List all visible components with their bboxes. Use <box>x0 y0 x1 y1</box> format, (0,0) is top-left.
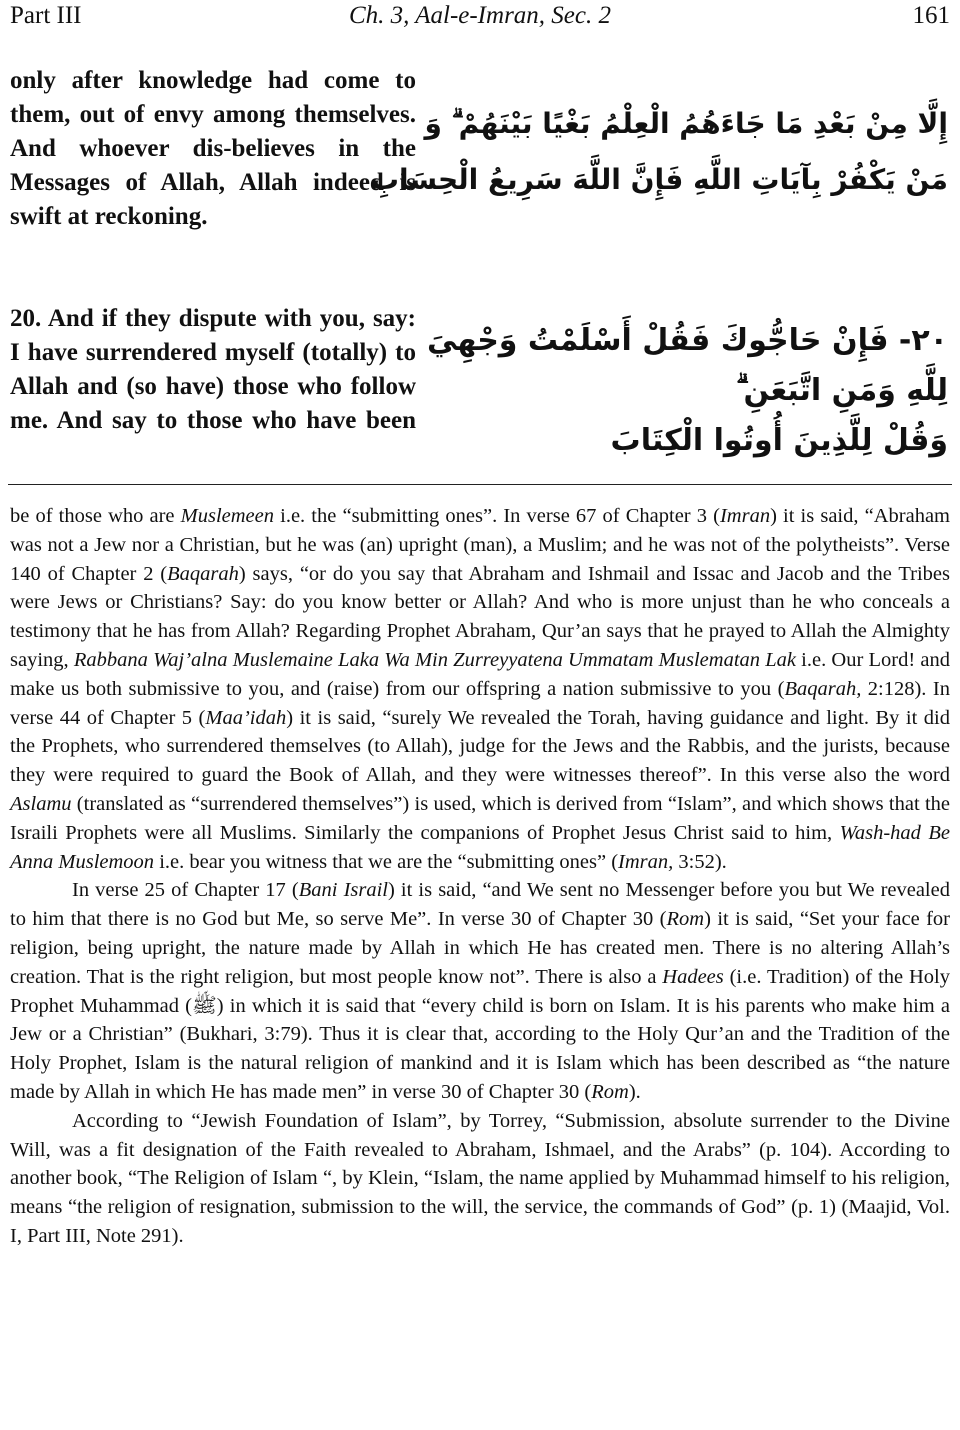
part-label: Part III <box>10 2 82 29</box>
text-run: (i.e. Tradition) of the Holy Prophet Muhammad (ﷺ) in which it is said that “every child is born on Islam. It is his parents who make him a Jew or a Christian” (Bukhari, 3:79). Thus it is clear that, according to the Holy Qur’an and the Tradition of the Holy Prophet, Islam is the natural religion of mankind and it is Islam which has been described as “the nature made by Allah in which He has made men” in verse 30 of Chapter 30 ( <box>10 965 950 1103</box>
text-run: ). <box>628 1080 641 1103</box>
italic-term: Baqarah, <box>784 677 862 700</box>
commentary-paragraph-2 <box>10 876 950 1106</box>
verse-20-arabic <box>427 316 948 466</box>
text-run: In verse 25 of Chapter 17 ( <box>72 879 299 902</box>
arabic-line: مَنْ يَكْفُرْ بِآيَاتِ اللَّهِ فَإِنَّ اللَّهَ سَرِيعُ الْحِسَابِ <box>370 163 948 196</box>
section-divider <box>8 484 952 485</box>
text-run: 3:52). <box>673 850 727 873</box>
text-run: i.e. bear you witness that we are the “submitting ones” ( <box>154 850 619 873</box>
italic-term: Wash-had Be Anna Muslemoon <box>10 821 950 873</box>
italic-term: Bani Israil <box>298 879 388 902</box>
text-run: i.e. Our Lord! and make us both submissive to you, and (raise) from our offspring a nation submissive to you ( <box>10 648 950 700</box>
text-run: ) it is said, “surely We revealed the Torah, having guidance and light. By it did the Prophets, who surrendered themselves (to Allah), judge for the Jews and the Rabbis, and the jurists, because they were required to guard the Book of Allah, and they were witnesses thereof”. In this verse also the word <box>10 706 950 787</box>
page-number: 161 <box>912 2 950 29</box>
text-run: ) it is said, “Abraham was not a Jew nor a Christian, but he was (an) upright (man), a Muslim; and he was not of the polytheists”. Verse 140 of Chapter 2 ( <box>10 505 950 585</box>
verse-19-english: only after knowledge had come to them, out of envy among themselves. And whoever dis-believes in the Messages of Allah, Allah indeed is swift at reckoning. <box>10 67 416 230</box>
italic-term: Aslamu <box>10 792 72 815</box>
text-run: ) it is said, “Set your face for religion, being upright, the nature made by Allah in which He has created men. There is no altering Allah’s creation. That is the right religion, but most people know not”. There is also a <box>10 908 950 988</box>
italic-term: Muslemeen <box>180 505 275 527</box>
italic-term: Rabbana Waj’alna Muslemaine Laka Wa Min Zurreyyatena Ummatam Muslematan Lak <box>73 648 796 671</box>
italic-term: Rom <box>591 1080 629 1103</box>
commentary-paragraph-3: According to “Jewish Foundation of Islam”, by Torrey, “Submission, absolute surrender to the Divine Will, was a fit designation of the Faith revealed to Abraham, Ishmael, and the Arabs” (p. 104). According to another book, “The Religion of Islam “, by Klein, “Islam, the name applied by Muhammad himself to his religion, means “the religion of resignation, submission to the will, the service, the commands of God” (p. 1) (Maajid, Vol. I, Part III, Note 291). <box>10 1109 950 1247</box>
page-header <box>10 2 950 36</box>
italic-term: Rom <box>666 908 705 931</box>
italic-term: Maa’idah <box>205 706 287 729</box>
italic-term: Hadees <box>662 965 724 988</box>
italic-term: Baqarah <box>167 562 239 585</box>
text-run: 2:128). In verse 44 of Chapter 5 ( <box>10 677 950 729</box>
verse-20-english: 20. And if they dispute with you, say: I have surrendered myself (totally) to Allah and (so have) those who follow me. And say to those who have been <box>10 305 416 434</box>
italic-term: Imran, <box>618 850 674 873</box>
arabic-line: ٢٠- فَإِنْ حَاجُّوكَ فَقُلْ أَسْلَمْتُ وَجْهِيَ <box>427 323 948 358</box>
arabic-line: وَقُلْ لِلَّذِينَ أُوتُوا الْكِتَابَ <box>610 423 948 458</box>
arabic-line: لِلَّهِ وَمَنِ اتَّبَعَنِ ۗ <box>735 373 948 408</box>
text-run: (translated as “surrendered themselves”) is used, which is derived from “Islam”, and which shows that the Israili Prophets were all Muslims. Similarly the companions of Prophet Jesus Christ said to him, <box>10 792 950 844</box>
text-run: i.e. the “submitting ones”. In verse 67 of Chapter 3 ( <box>274 505 720 527</box>
arabic-line: إِلَّا مِنْ بَعْدِ مَا جَاءَهُمُ الْعِلْمُ بَغْيًا بَيْنَهُمْ ۗ وَ <box>424 107 948 140</box>
italic-term: Imran <box>719 505 771 527</box>
text-run: ) it is said, “and We sent no Messenger before you but We revealed to him that there is no God but Me, so serve Me”. In verse 30 of Chapter 30 ( <box>10 879 950 931</box>
verse-19-arabic <box>370 96 948 208</box>
chapter-title: Ch. 3, Aal-e-Imran, Sec. 2 <box>349 2 611 29</box>
text-run: be of those who are <box>10 505 181 527</box>
commentary <box>10 502 950 1251</box>
text-run: ) says, “or do you say that Abraham and Ishmail and Issac and Jacob and the Tribes were Jews or Christians? Say: do you know better or Allah? And who is more unjust than he who conceals a testimony that he has from Allah? Regarding Prophet Abraham, Qur’an says that he prayed to Allah the Almighty saying, <box>10 562 950 671</box>
commentary-paragraph-1 <box>10 502 950 876</box>
